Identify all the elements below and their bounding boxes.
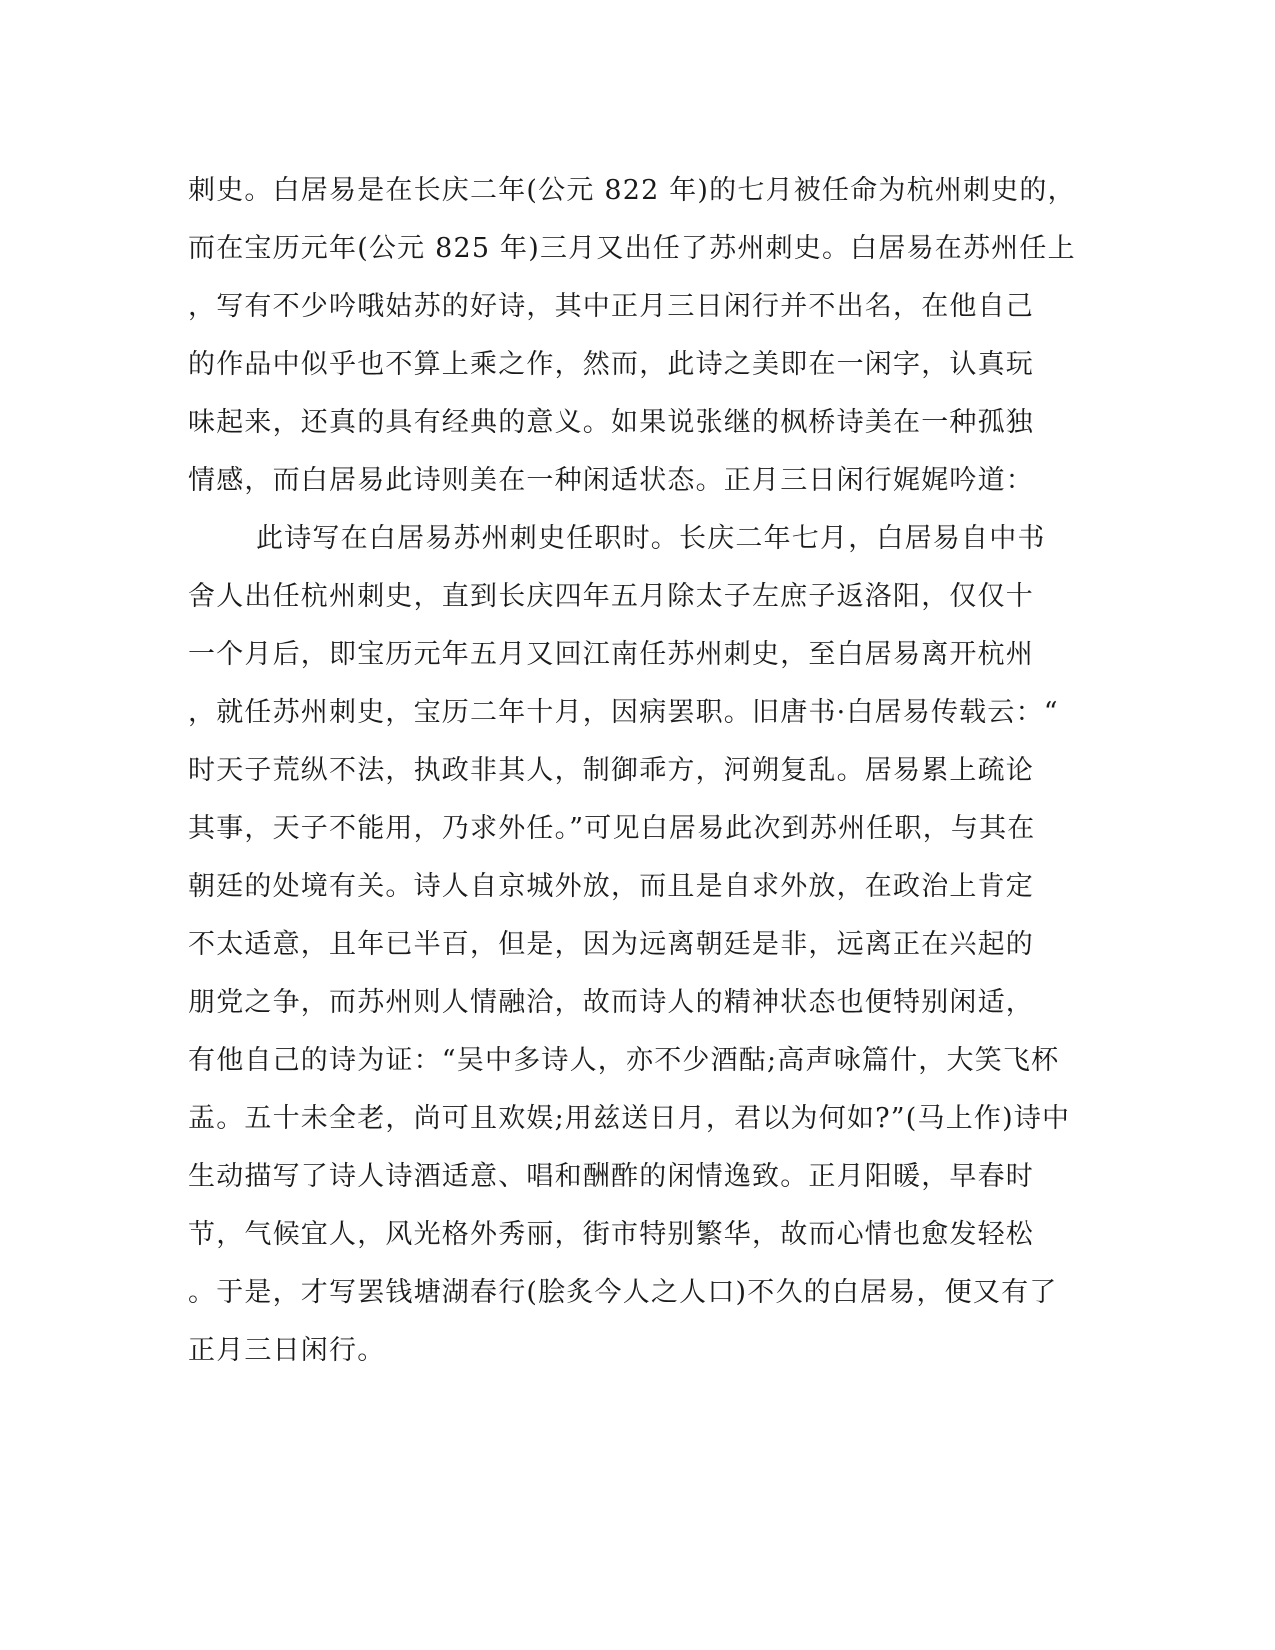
text-line: 有他自己的诗为证：“吴中多诗人，亦不少酒酤;高声咏篇什，大笑飞杯 xyxy=(188,1045,1060,1076)
text-line: 舍人出任杭州刺史，直到长庆四年五月除太子左庶子返洛阳，仅仅十 xyxy=(188,581,1034,612)
text-line: 刺史。白居易是在长庆二年(公元 822 年)的七月被任命为杭州刺史的， xyxy=(188,175,1076,206)
text-line: 其事，天子不能用，乃求外任。”可见白居易此次到苏州任职，与其在 xyxy=(188,813,1036,844)
text-line: 味起来，还真的具有经典的意义。如果说张继的枫桥诗美在一种孤独 xyxy=(188,407,1034,438)
text-line: ，就任苏州刺史，宝历二年十月，因病罢职。旧唐书·白居易传载云：“ xyxy=(188,697,1059,728)
paragraph-start-line: 此诗写在白居易苏州刺史任职时。长庆二年七月，白居易自中书 xyxy=(256,523,1046,554)
text-line: 一个月后，即宝历元年五月又回江南任苏州刺史，至白居易离开杭州 xyxy=(188,639,1034,670)
text-line: 朝廷的处境有关。诗人自京城外放，而且是自求外放，在政治上肯定 xyxy=(188,871,1034,902)
text-line: 朋党之争，而苏州则人情融洽，故而诗人的精神状态也便特别闲适， xyxy=(188,987,1034,1018)
text-line: 而在宝历元年(公元 825 年)三月又出任了苏州刺史。白居易在苏州任上 xyxy=(188,233,1076,264)
text-line: 生动描写了诗人诗酒适意、唱和酬酢的闲情逸致。正月阳暖，早春时 xyxy=(188,1161,1034,1192)
text-line: ，写有不少吟哦姑苏的好诗，其中正月三日闲行并不出名，在他自己 xyxy=(188,291,1034,322)
text-line: 正月三日闲行。 xyxy=(188,1335,386,1366)
text-line: 盂。五十未全老，尚可且欢娱;用兹送日月，君以为何如?”(马上作)诗中 xyxy=(188,1103,1071,1134)
text-line: 不太适意，且年已半百，但是，因为远离朝廷是非，远离正在兴起的 xyxy=(188,929,1034,960)
text-line: 的作品中似乎也不算上乘之作，然而，此诗之美即在一闲字，认真玩 xyxy=(188,349,1034,380)
text-line: 情感，而白居易此诗则美在一种闲适状态。正月三日闲行娓娓吟道： xyxy=(188,465,1034,496)
body-text xyxy=(188,162,1088,1380)
text-line: 。于是，才写罢钱塘湖春行(脍炙今人之人口)不久的白居易，便又有了 xyxy=(188,1277,1058,1308)
text-line: 节，气候宜人，风光格外秀丽，街市特别繁华，故而心情也愈发轻松 xyxy=(188,1219,1034,1250)
text-line: 时天子荒纵不法，执政非其人，制御乖方，河朔复乱。居易累上疏论 xyxy=(188,755,1034,786)
